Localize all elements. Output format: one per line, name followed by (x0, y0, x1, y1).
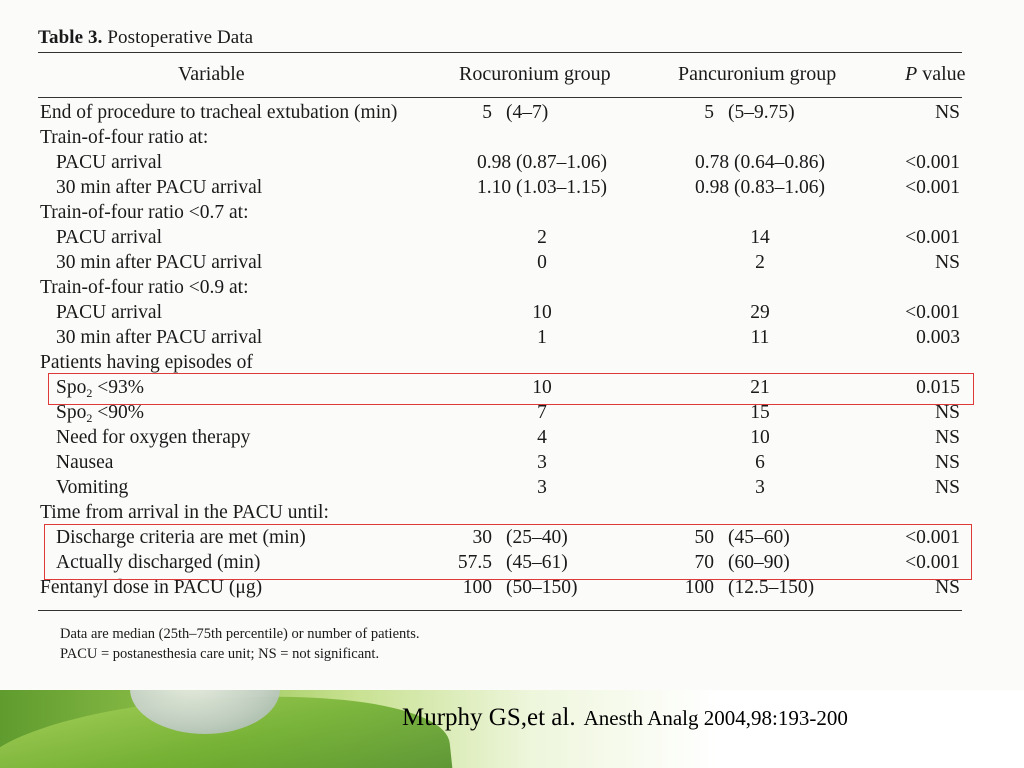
rocuronium-value: 7 (537, 402, 547, 423)
table-number: Table 3. (38, 27, 103, 48)
header-rocuronium: Rocuronium group (459, 63, 611, 85)
table-row (0, 225, 1024, 250)
rocuronium-value: 5 (4–7) (482, 102, 549, 123)
table-row (0, 300, 1024, 325)
citation-journal: Anesth Analg 2004,98:193-200 (583, 706, 848, 730)
table-footnotes (60, 624, 420, 664)
row-label: PACU arrival (56, 302, 162, 323)
p-value: NS (935, 102, 960, 123)
pancuronium-value: 10 (750, 427, 770, 448)
pancuronium-value: 0.98 (0.83–1.06) (695, 177, 825, 198)
table-row (0, 450, 1024, 475)
rocuronium-value: 10 (532, 302, 552, 323)
pancuronium-value: 29 (750, 302, 770, 323)
header-pancuronium: Pancuronium group (678, 63, 837, 85)
table-row (0, 250, 1024, 275)
table-row (0, 475, 1024, 500)
pancuronium-value: 3 (755, 477, 765, 498)
table-row (0, 200, 1024, 225)
p-value: NS (935, 402, 960, 423)
pancuronium-value: 2 (755, 252, 765, 273)
citation-authors: Murphy GS,et al. (402, 704, 576, 731)
table-caption: Postoperative Data (107, 27, 254, 48)
bottom-rule (38, 610, 962, 611)
p-value: NS (935, 477, 960, 498)
table-row (0, 275, 1024, 300)
row-label: Actually discharged (min) (56, 552, 261, 573)
pancuronium-value: 6 (755, 452, 765, 473)
row-label: Time from arrival in the PACU until: (40, 502, 329, 523)
row-label: Patients having episodes of (40, 352, 253, 373)
highlight-box-discharge (44, 524, 972, 580)
p-value: NS (935, 577, 960, 598)
rocuronium-value: 3 (537, 452, 547, 473)
row-label: Fentanyl dose in PACU (μg) (40, 577, 263, 598)
p-value: <0.001 (905, 527, 960, 548)
row-label: Discharge criteria are met (min) (56, 527, 306, 548)
p-value: NS (935, 427, 960, 448)
row-label: End of procedure to tracheal extubation (min) (40, 102, 398, 123)
rocuronium-value: 2 (537, 227, 547, 248)
p-value: <0.001 (905, 177, 960, 198)
row-label: PACU arrival (56, 227, 162, 248)
rocuronium-value: 3 (537, 477, 547, 498)
row-label: 30 min after PACU arrival (56, 177, 263, 198)
row-label: Train-of-four ratio at: (40, 127, 209, 148)
rocuronium-value: 30 (25–40) (472, 527, 568, 548)
pancuronium-value: 5 (5–9.75) (704, 102, 795, 123)
table-row (0, 350, 1024, 375)
table-title (38, 27, 253, 49)
pancuronium-value: 50 (45–60) (694, 527, 790, 548)
pancuronium-value: 14 (750, 227, 770, 248)
rocuronium-value: 0 (537, 252, 547, 273)
header-variable: Variable (178, 63, 245, 85)
pancuronium-value: 15 (750, 402, 770, 423)
row-label: 30 min after PACU arrival (56, 327, 263, 348)
footnote: Data are median (25th–75th percentile) or number of patients. (60, 626, 420, 642)
p-value: <0.001 (905, 552, 960, 573)
row-label: Train-of-four ratio <0.7 at: (40, 202, 249, 223)
p-value: NS (935, 252, 960, 273)
row-label: Spo$_2$ <90% (56, 402, 144, 425)
top-rule (38, 52, 962, 53)
p-value: 0.015 (916, 377, 960, 398)
rocuronium-value: 1 (537, 327, 547, 348)
rocuronium-value: 57.5 (45–61) (457, 552, 568, 573)
rocuronium-value: 4 (537, 427, 547, 448)
row-label: Train-of-four ratio <0.9 at: (40, 277, 249, 298)
pancuronium-value: 100 (12.5–150) (684, 577, 815, 598)
p-value: NS (935, 452, 960, 473)
pancuronium-value: 21 (750, 377, 770, 398)
rocuronium-value: 100 (50–150) (462, 577, 578, 598)
row-label: 30 min after PACU arrival (56, 252, 263, 273)
rocuronium-value: 1.10 (1.03–1.15) (477, 177, 607, 198)
row-label: PACU arrival (56, 152, 162, 173)
table-row (0, 175, 1024, 200)
highlight-box-spo2 (48, 373, 974, 405)
citation (402, 704, 848, 732)
p-value: 0.003 (916, 327, 960, 348)
row-label: Spo$_2$ <93% (56, 377, 144, 400)
rocuronium-value: 10 (532, 377, 552, 398)
p-value: <0.001 (905, 302, 960, 323)
header-p-value: P value (905, 63, 966, 85)
table-row (0, 100, 1024, 125)
p-value: <0.001 (905, 152, 960, 173)
table-row (0, 150, 1024, 175)
pancuronium-value: 70 (60–90) (694, 552, 790, 573)
pancuronium-value: 0.78 (0.64–0.86) (695, 152, 825, 173)
table-row (0, 425, 1024, 450)
row-label: Need for oxygen therapy (56, 427, 251, 448)
table-row (0, 325, 1024, 350)
row-label: Vomiting (56, 477, 129, 498)
table-row (0, 500, 1024, 525)
rocuronium-value: 0.98 (0.87–1.06) (477, 152, 607, 173)
table-row (0, 125, 1024, 150)
footnote: PACU = postanesthesia care unit; NS = not significant. (60, 646, 380, 662)
header-rule (38, 97, 962, 98)
p-value: <0.001 (905, 227, 960, 248)
row-label: Nausea (56, 452, 114, 473)
pancuronium-value: 11 (750, 327, 770, 348)
